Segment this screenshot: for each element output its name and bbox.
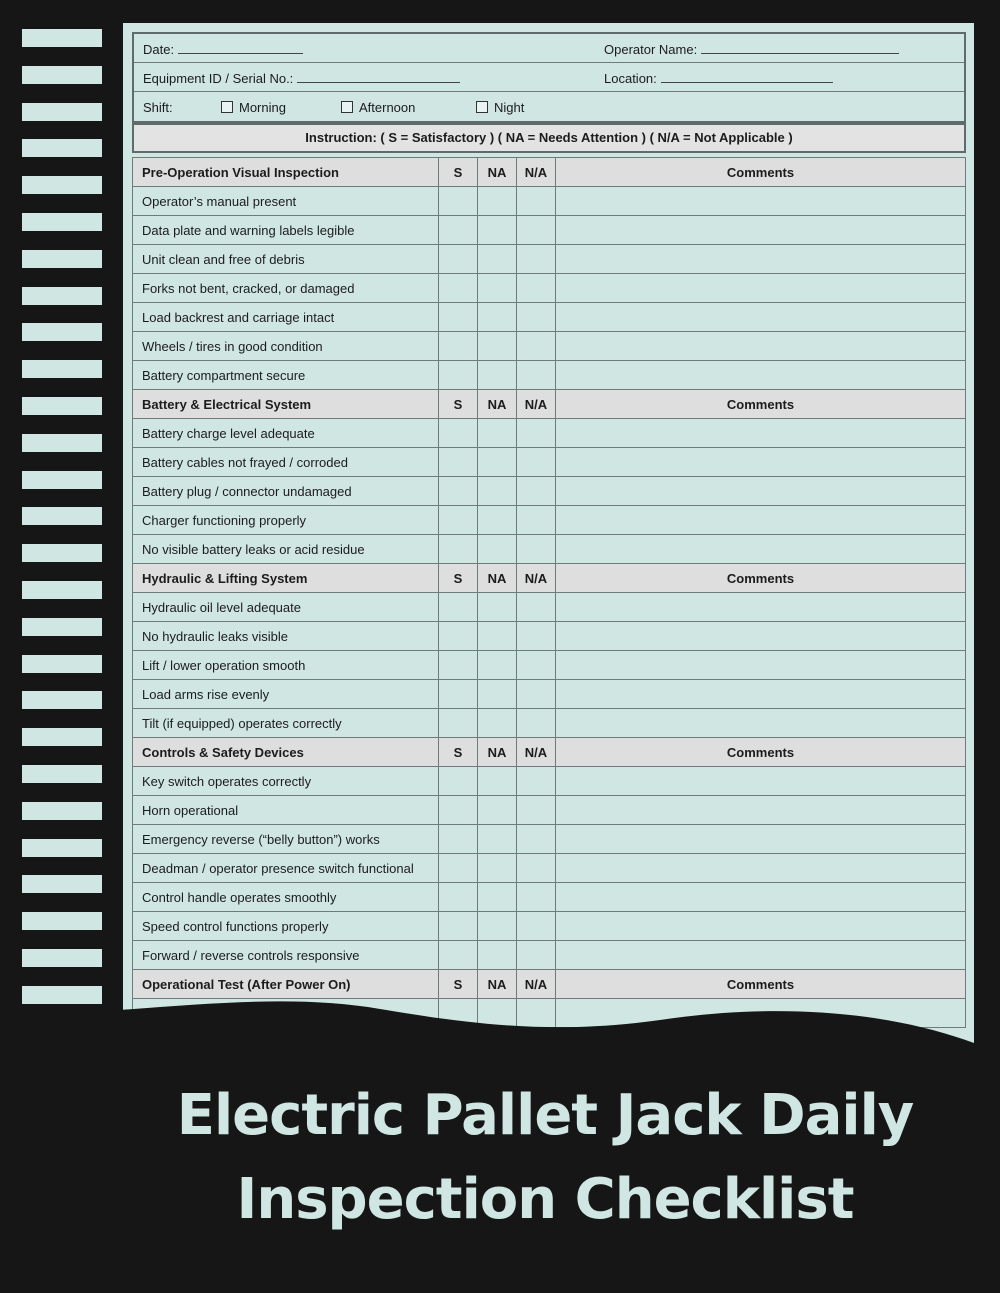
checkbox-na-cell[interactable] xyxy=(478,303,517,332)
checkbox-s-cell[interactable] xyxy=(439,477,478,506)
spiral-bar xyxy=(22,765,102,783)
checkbox-s-cell[interactable] xyxy=(439,245,478,274)
cover-title-line1: Electric Pallet Jack Daily xyxy=(176,1083,914,1148)
spiral-bar xyxy=(22,213,102,231)
column-header-s: S xyxy=(439,158,478,187)
section-title: Operational Test (After Power On) xyxy=(133,970,439,999)
checkbox-s-cell[interactable] xyxy=(439,854,478,883)
spiral-bar xyxy=(22,250,102,268)
checklist-row xyxy=(133,622,966,651)
spiral-bar xyxy=(22,323,102,341)
spiral-bar xyxy=(22,397,102,415)
shift-option-night xyxy=(476,100,524,115)
checklist-row xyxy=(133,303,966,332)
checkbox-n-a-cell[interactable] xyxy=(517,274,556,303)
checkbox-s-cell[interactable] xyxy=(439,941,478,970)
checkbox-na-cell[interactable] xyxy=(478,651,517,680)
checkbox-n-a-cell[interactable] xyxy=(517,593,556,622)
checkbox-n-a-cell[interactable] xyxy=(517,825,556,854)
spiral-bar xyxy=(22,581,102,599)
checklist-item-label: Emergency reverse (“belly button”) works xyxy=(133,825,439,854)
checkbox-icon xyxy=(341,101,353,113)
checklist-item-label: No visible battery leaks or acid residue xyxy=(133,535,439,564)
section-title: Pre-Operation Visual Inspection xyxy=(133,158,439,187)
spiral-bar xyxy=(22,29,102,47)
checkbox-n-a-cell[interactable] xyxy=(517,332,556,361)
operator-label: Operator Name: xyxy=(604,42,698,57)
column-header-comments: Comments xyxy=(556,390,966,419)
column-header-comments: Comments xyxy=(556,970,966,999)
comments-cell[interactable] xyxy=(556,506,966,535)
checklist-item-label: No hydraulic leaks visible xyxy=(133,622,439,651)
spiral-bar xyxy=(22,176,102,194)
section-title: Hydraulic & Lifting System xyxy=(133,564,439,593)
column-header-comments: Comments xyxy=(556,564,966,593)
checkbox-n-a-cell[interactable] xyxy=(517,448,556,477)
operator-field xyxy=(604,42,899,57)
checkbox-n-a-cell[interactable] xyxy=(517,535,556,564)
checklist-item-label: Data plate and warning labels legible xyxy=(133,216,439,245)
section-header-row xyxy=(133,390,966,419)
spiral-bar xyxy=(22,875,102,893)
comments-cell[interactable] xyxy=(556,854,966,883)
column-header-na: NA xyxy=(478,158,517,187)
checklist-row xyxy=(133,216,966,245)
checkbox-na-cell[interactable] xyxy=(478,593,517,622)
comments-cell[interactable] xyxy=(556,419,966,448)
comments-cell[interactable] xyxy=(556,245,966,274)
spiral-bar xyxy=(22,912,102,930)
spiral-bar xyxy=(22,728,102,746)
checklist-row xyxy=(133,535,966,564)
column-header-comments: Comments xyxy=(556,158,966,187)
checklist-item-label: Forward / reverse controls responsive xyxy=(133,941,439,970)
checkbox-n-a-cell[interactable] xyxy=(517,651,556,680)
checkbox-n-a-cell[interactable] xyxy=(517,912,556,941)
checklist-item-label: Operator’s manual present xyxy=(133,187,439,216)
checkbox-na-cell[interactable] xyxy=(478,767,517,796)
checkbox-n-a-cell[interactable] xyxy=(517,216,556,245)
checkbox-n-a-cell[interactable] xyxy=(517,303,556,332)
checkbox-s-cell[interactable] xyxy=(439,216,478,245)
checkbox-n-a-cell[interactable] xyxy=(517,854,556,883)
checkbox-n-a-cell[interactable] xyxy=(517,187,556,216)
checklist-row xyxy=(133,767,966,796)
form-row-date xyxy=(134,34,964,63)
checklist-item-label: Speed control functions properly xyxy=(133,912,439,941)
checklist-row xyxy=(133,332,966,361)
column-header-n-a: N/A xyxy=(517,390,556,419)
date-field xyxy=(143,42,303,57)
spiral-bar xyxy=(22,802,102,820)
spiral-bar xyxy=(22,691,102,709)
comments-cell[interactable] xyxy=(556,187,966,216)
checklist-row xyxy=(133,651,966,680)
checkbox-n-a-cell[interactable] xyxy=(517,419,556,448)
shift-option-label: Morning xyxy=(239,100,286,115)
spiral-bar xyxy=(22,287,102,305)
checkbox-s-cell[interactable] xyxy=(439,767,478,796)
comments-cell[interactable] xyxy=(556,883,966,912)
checklist-item-label: Battery compartment secure xyxy=(133,361,439,390)
shift-option-label: Night xyxy=(494,100,525,115)
spiral-bar xyxy=(22,507,102,525)
column-header-na: NA xyxy=(478,738,517,767)
comments-cell[interactable] xyxy=(556,796,966,825)
instruction-bar: Instruction: ( S = Satisfactory ) ( NA = Needs Attention ) ( N/A = Not Applicable ) xyxy=(132,123,966,153)
checklist-item-label: Battery plug / connector undamaged xyxy=(133,477,439,506)
header-form xyxy=(132,32,966,123)
checkbox-na-cell[interactable] xyxy=(478,535,517,564)
checkbox-n-a-cell[interactable] xyxy=(517,622,556,651)
checkbox-icon xyxy=(476,101,488,113)
comments-cell[interactable] xyxy=(556,361,966,390)
checklist-row xyxy=(133,854,966,883)
section-title: Battery & Electrical System xyxy=(133,390,439,419)
comments-cell[interactable] xyxy=(556,477,966,506)
checkbox-na-cell[interactable] xyxy=(478,912,517,941)
checklist-item-label: Tilt (if equipped) operates correctly xyxy=(133,709,439,738)
comments-cell[interactable] xyxy=(556,767,966,796)
checklist-row xyxy=(133,912,966,941)
location-field xyxy=(604,71,833,86)
comments-cell[interactable] xyxy=(556,274,966,303)
checkbox-na-cell[interactable] xyxy=(478,245,517,274)
spiral-bar xyxy=(22,66,102,84)
checkbox-na-cell[interactable] xyxy=(478,187,517,216)
equipment-label: Equipment ID / Serial No.: xyxy=(143,71,294,86)
spiral-bar xyxy=(22,949,102,967)
checklist-row xyxy=(133,883,966,912)
checkbox-s-cell[interactable] xyxy=(439,303,478,332)
comments-cell[interactable] xyxy=(556,303,966,332)
comments-cell[interactable] xyxy=(556,709,966,738)
form-row-shift xyxy=(134,92,964,121)
spiral-bar xyxy=(22,471,102,489)
checkbox-n-a-cell[interactable] xyxy=(517,680,556,709)
shift-option-label: Afternoon xyxy=(359,100,416,115)
spiral-bar xyxy=(22,839,102,857)
column-header-n-a: N/A xyxy=(517,738,556,767)
checkbox-n-a-cell[interactable] xyxy=(517,506,556,535)
checkbox-na-cell[interactable] xyxy=(478,941,517,970)
checkbox-na-cell[interactable] xyxy=(478,361,517,390)
checklist-item-label: Wheels / tires in good condition xyxy=(133,332,439,361)
equipment-field xyxy=(143,71,460,86)
checklist-row xyxy=(133,506,966,535)
checkbox-s-cell[interactable] xyxy=(439,593,478,622)
comments-cell[interactable] xyxy=(556,680,966,709)
checklist-item-label: Load backrest and carriage intact xyxy=(133,303,439,332)
checkbox-s-cell[interactable] xyxy=(439,680,478,709)
column-header-s: S xyxy=(439,564,478,593)
inspection-table xyxy=(132,157,966,1028)
comments-cell[interactable] xyxy=(556,448,966,477)
checkbox-na-cell[interactable] xyxy=(478,854,517,883)
column-header-n-a: N/A xyxy=(517,158,556,187)
section-header-row xyxy=(133,738,966,767)
comments-cell[interactable] xyxy=(556,535,966,564)
column-header-na: NA xyxy=(478,564,517,593)
checklist-row xyxy=(133,419,966,448)
checkbox-s-cell[interactable] xyxy=(439,535,478,564)
checkbox-na-cell[interactable] xyxy=(478,419,517,448)
spiral-bar xyxy=(22,434,102,452)
comments-cell[interactable] xyxy=(556,825,966,854)
comments-cell[interactable] xyxy=(556,941,966,970)
shift-option-afternoon xyxy=(341,100,415,115)
checklist-item-label: Battery cables not frayed / corroded xyxy=(133,448,439,477)
checklist-row xyxy=(133,796,966,825)
checklist-row xyxy=(133,825,966,854)
checkbox-s-cell[interactable] xyxy=(439,825,478,854)
spiral-bar xyxy=(22,655,102,673)
comments-cell[interactable] xyxy=(556,332,966,361)
checklist-item-label: Unit clean and free of debris xyxy=(133,245,439,274)
checkbox-s-cell[interactable] xyxy=(439,332,478,361)
spiral-bar xyxy=(22,139,102,157)
column-header-na: NA xyxy=(478,970,517,999)
checkbox-n-a-cell[interactable] xyxy=(517,767,556,796)
location-label: Location: xyxy=(604,71,657,86)
checklist-item-label: Control handle operates smoothly xyxy=(133,883,439,912)
column-header-n-a: N/A xyxy=(517,970,556,999)
checklist-row xyxy=(133,680,966,709)
cover-title-line2: Inspection Checklist xyxy=(236,1167,854,1232)
spiral-bar xyxy=(22,360,102,378)
checklist-row xyxy=(133,361,966,390)
checkbox-s-cell[interactable] xyxy=(439,506,478,535)
checklist-row xyxy=(133,941,966,970)
checklist-item-label: Horn operational xyxy=(133,796,439,825)
shift-label: Shift: xyxy=(143,100,173,115)
column-header-s: S xyxy=(439,970,478,999)
date-line xyxy=(178,43,303,54)
location-line xyxy=(661,72,833,83)
column-header-n-a: N/A xyxy=(517,564,556,593)
checklist-row xyxy=(133,187,966,216)
checkbox-na-cell[interactable] xyxy=(478,622,517,651)
checklist-row xyxy=(133,448,966,477)
comments-cell[interactable] xyxy=(556,593,966,622)
section-header-row xyxy=(133,564,966,593)
checklist-item-label: Forks not bent, cracked, or damaged xyxy=(133,274,439,303)
checklist-item-label: Hydraulic oil level adequate xyxy=(133,593,439,622)
checkbox-na-cell[interactable] xyxy=(478,796,517,825)
checklist-item-label: Lift / lower operation smooth xyxy=(133,651,439,680)
spiral-bar xyxy=(22,618,102,636)
comments-cell[interactable] xyxy=(556,622,966,651)
checkbox-n-a-cell[interactable] xyxy=(517,883,556,912)
checkbox-s-cell[interactable] xyxy=(439,419,478,448)
checklist-item-label: Key switch operates correctly xyxy=(133,767,439,796)
checkbox-n-a-cell[interactable] xyxy=(517,245,556,274)
column-header-s: S xyxy=(439,390,478,419)
shift-option-morning xyxy=(221,100,286,115)
checkbox-na-cell[interactable] xyxy=(478,883,517,912)
checkbox-na-cell[interactable] xyxy=(478,477,517,506)
section-title: Controls & Safety Devices xyxy=(133,738,439,767)
checkbox-s-cell[interactable] xyxy=(439,796,478,825)
form-row-equipment xyxy=(134,63,964,92)
section-header-row xyxy=(133,158,966,187)
checkbox-na-cell[interactable] xyxy=(478,216,517,245)
checkbox-na-cell[interactable] xyxy=(478,709,517,738)
checklist-page xyxy=(123,23,974,1123)
checkbox-s-cell[interactable] xyxy=(439,274,478,303)
checkbox-na-cell[interactable] xyxy=(478,448,517,477)
checkbox-s-cell[interactable] xyxy=(439,651,478,680)
checkbox-na-cell[interactable] xyxy=(478,274,517,303)
checkbox-n-a-cell[interactable] xyxy=(517,796,556,825)
comments-cell[interactable] xyxy=(556,912,966,941)
checklist-row xyxy=(133,245,966,274)
checkbox-na-cell[interactable] xyxy=(478,506,517,535)
checklist-row xyxy=(133,593,966,622)
checkbox-s-cell[interactable] xyxy=(439,709,478,738)
checkbox-s-cell[interactable] xyxy=(439,361,478,390)
checklist-row xyxy=(133,274,966,303)
checklist-row xyxy=(133,477,966,506)
checklist-item-label: Load arms rise evenly xyxy=(133,680,439,709)
checkbox-s-cell[interactable] xyxy=(439,883,478,912)
checkbox-s-cell[interactable] xyxy=(439,912,478,941)
checkbox-na-cell[interactable] xyxy=(478,825,517,854)
checkbox-na-cell[interactable] xyxy=(478,680,517,709)
spiral-bar xyxy=(22,544,102,562)
checklist-item-label: Battery charge level adequate xyxy=(133,419,439,448)
checklist-item-label: Charger functioning properly xyxy=(133,506,439,535)
checkbox-na-cell[interactable] xyxy=(478,332,517,361)
checkbox-s-cell[interactable] xyxy=(439,622,478,651)
checkbox-s-cell[interactable] xyxy=(439,448,478,477)
checkbox-icon xyxy=(221,101,233,113)
checklist-row xyxy=(133,709,966,738)
column-header-na: NA xyxy=(478,390,517,419)
comments-cell[interactable] xyxy=(556,216,966,245)
column-header-s: S xyxy=(439,738,478,767)
date-label: Date: xyxy=(143,42,175,57)
checklist-item-label: Deadman / operator presence switch functional xyxy=(133,854,439,883)
checkbox-n-a-cell[interactable] xyxy=(517,361,556,390)
checkbox-n-a-cell[interactable] xyxy=(517,709,556,738)
equipment-line xyxy=(297,72,460,83)
operator-line xyxy=(701,43,899,54)
checkbox-s-cell[interactable] xyxy=(439,187,478,216)
checkbox-n-a-cell[interactable] xyxy=(517,477,556,506)
spiral-bar xyxy=(22,103,102,121)
comments-cell[interactable] xyxy=(556,651,966,680)
checkbox-n-a-cell[interactable] xyxy=(517,941,556,970)
column-header-comments: Comments xyxy=(556,738,966,767)
